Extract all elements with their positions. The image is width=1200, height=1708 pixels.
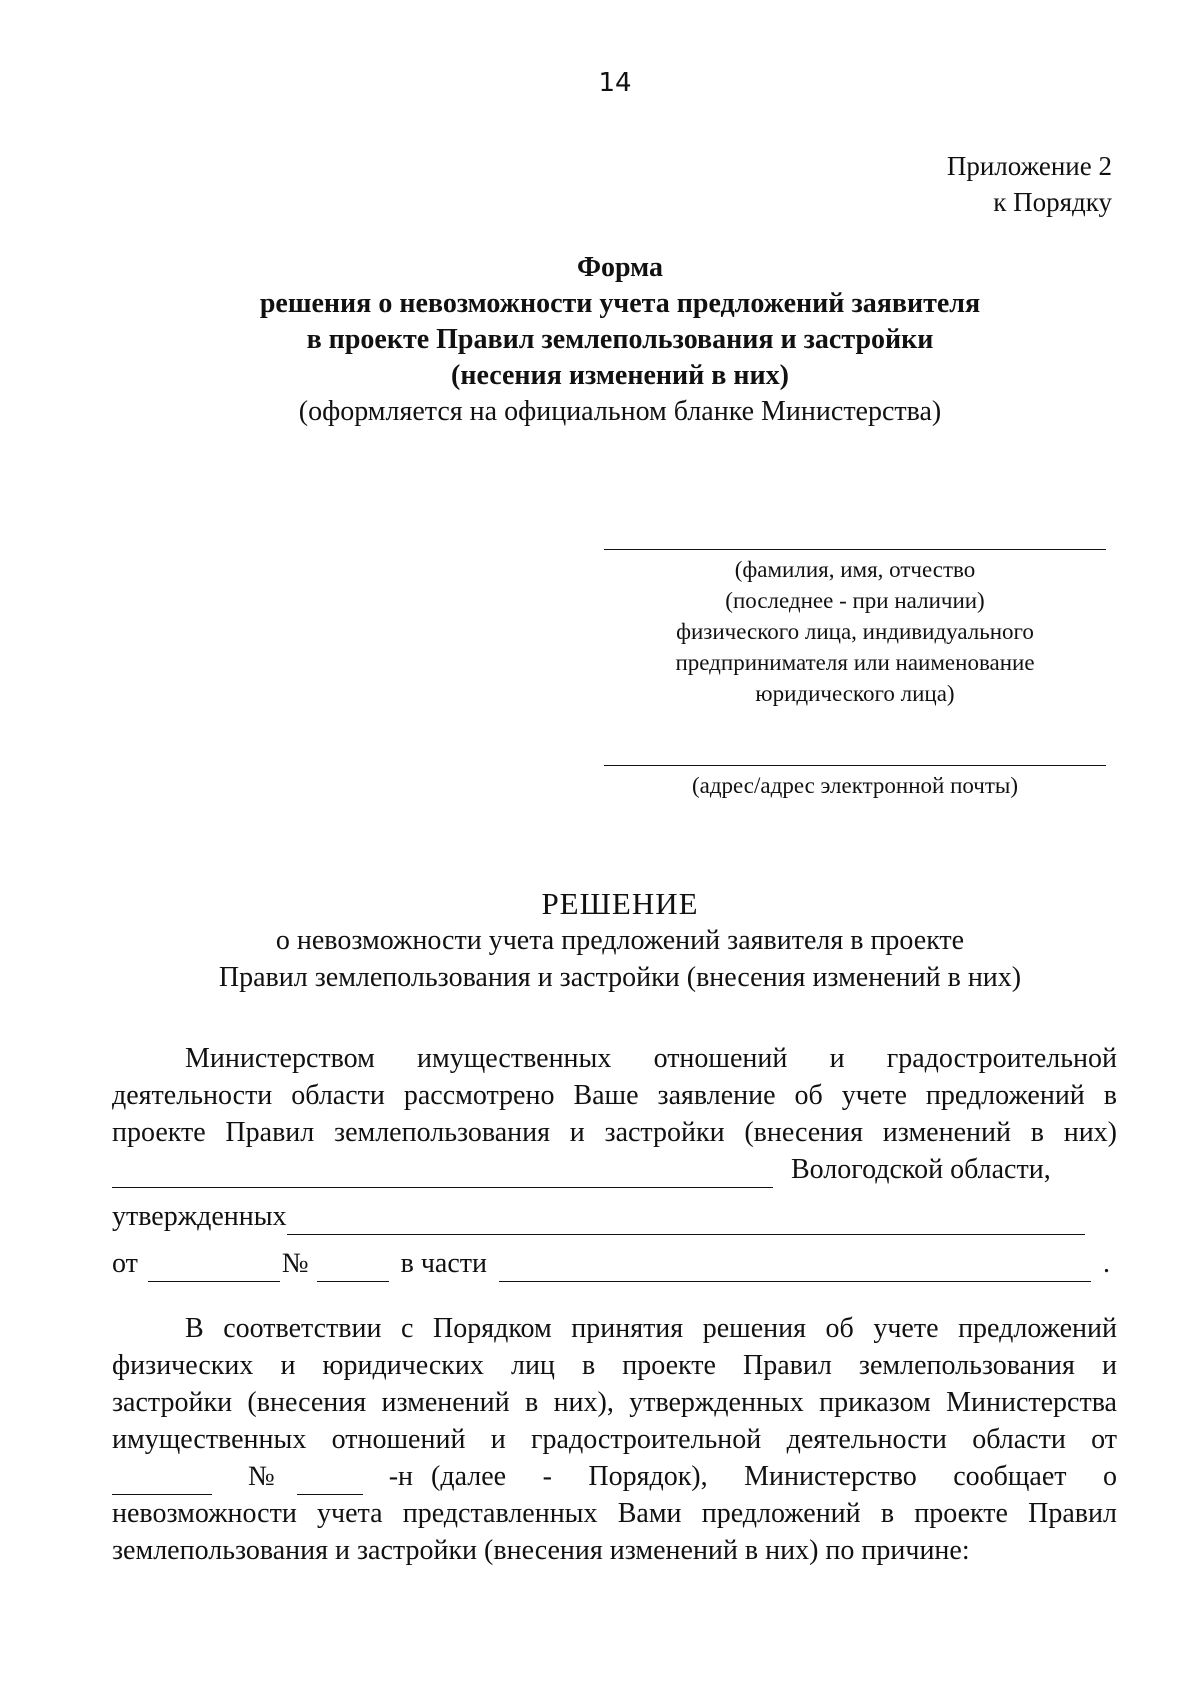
approved-label: утвержденных: [112, 1201, 287, 1232]
blank-part-field[interactable]: [499, 1255, 1091, 1282]
from-label: от: [112, 1248, 138, 1279]
period: .: [1102, 1248, 1110, 1279]
number-sign: №: [248, 1461, 275, 1492]
addressee-caption-line: (фамилия, имя, отчество: [734, 557, 976, 582]
paragraph-line: В соответствии с Порядком принятия решения об учете предложений: [185, 1313, 1117, 1344]
order-suffix: -н: [388, 1461, 414, 1492]
paragraph-line: землепользования и застройки (внесения изменений в них) по причине:: [112, 1535, 970, 1566]
paragraph-line: [112, 1151, 1117, 1188]
page-number: 14: [598, 68, 632, 98]
paragraph-line: имущественных отношений и градостроительной деятельности области от: [112, 1424, 1117, 1455]
appendix-line: к Порядку: [993, 187, 1112, 217]
addressee-caption-line: предпринимателя или наименование: [675, 650, 1035, 675]
paragraph-review-notice: [112, 1040, 1117, 1282]
region-text: Вологодской области,: [791, 1154, 1051, 1185]
word: и: [829, 1043, 845, 1074]
paragraph-line: невозможности учета представленных Вами предложений в проекте Правил: [112, 1498, 1117, 1529]
paragraph-decision-reason: [112, 1310, 1117, 1569]
form-title-line: (несения изменений в них): [451, 360, 789, 391]
form-title-line: в проекте Правил землепользования и застройки: [306, 324, 934, 355]
addressee-caption-line: юридического лица): [755, 681, 955, 706]
in-part-label: в части: [400, 1248, 487, 1279]
form-title-line: решения о невозможности учета предложений заявителя: [259, 288, 981, 319]
decision-title: [120, 885, 1120, 996]
number-sign: №: [281, 1248, 309, 1279]
paragraph-line: [112, 1245, 1117, 1282]
paragraph-line: [112, 1458, 1117, 1495]
paragraph-line: застройки (внесения изменений в них), утвержденных приказом Министерства: [112, 1387, 1117, 1418]
blank-date-field[interactable]: [148, 1255, 280, 1282]
blank-number-field[interactable]: [317, 1255, 389, 1282]
appendix-reference: [947, 148, 1112, 220]
paragraph-line: [112, 1040, 1117, 1077]
addressee-name-field: [604, 549, 1106, 709]
blank-approved-by-field[interactable]: [287, 1208, 1085, 1235]
addressee-address-field: [604, 765, 1106, 801]
addressee-address-caption: (адрес/адрес электронной почты): [691, 773, 1019, 798]
word: имущественных: [417, 1043, 612, 1074]
appendix-line: Приложение 2: [946, 151, 1112, 181]
word: отношений: [653, 1043, 788, 1074]
addressee-address-line: [604, 765, 1106, 766]
form-title-line: Форма: [576, 252, 664, 283]
form-title-note: (оформляется на официальном бланке Министерства): [298, 396, 942, 427]
decision-heading: РЕШЕНИЕ: [541, 886, 699, 921]
paragraph-line: проекте Правил землепользования и застройки (внесения изменений в них): [112, 1117, 1117, 1148]
word: Министерством: [185, 1043, 375, 1074]
paragraph-line: физических и юридических лиц в проекте Правил землепользования и: [112, 1350, 1117, 1381]
blank-order-number-field[interactable]: [297, 1468, 363, 1495]
decision-subtitle-line: Правил землепользования и застройки (внесения изменений в них): [218, 962, 1022, 993]
paragraph-line: деятельности области рассмотрено Ваше заявление об учете предложений в: [112, 1080, 1117, 1111]
paragraph-line: [112, 1198, 1117, 1235]
order-rest-text: (далее - Порядок), Министерство сообщает о: [431, 1461, 1117, 1492]
word: градостроительной: [886, 1043, 1117, 1074]
form-title: [120, 250, 1120, 430]
addressee-caption-line: физического лица, индивидуального: [676, 619, 1034, 644]
blank-order-date-field[interactable]: [112, 1468, 212, 1495]
addressee-name-line: [604, 549, 1106, 550]
addressee-caption-line: (последнее - при наличии): [725, 588, 985, 613]
blank-rules-name-field[interactable]: [112, 1161, 773, 1188]
decision-subtitle-line: о невозможности учета предложений заявителя в проекте: [275, 925, 965, 956]
